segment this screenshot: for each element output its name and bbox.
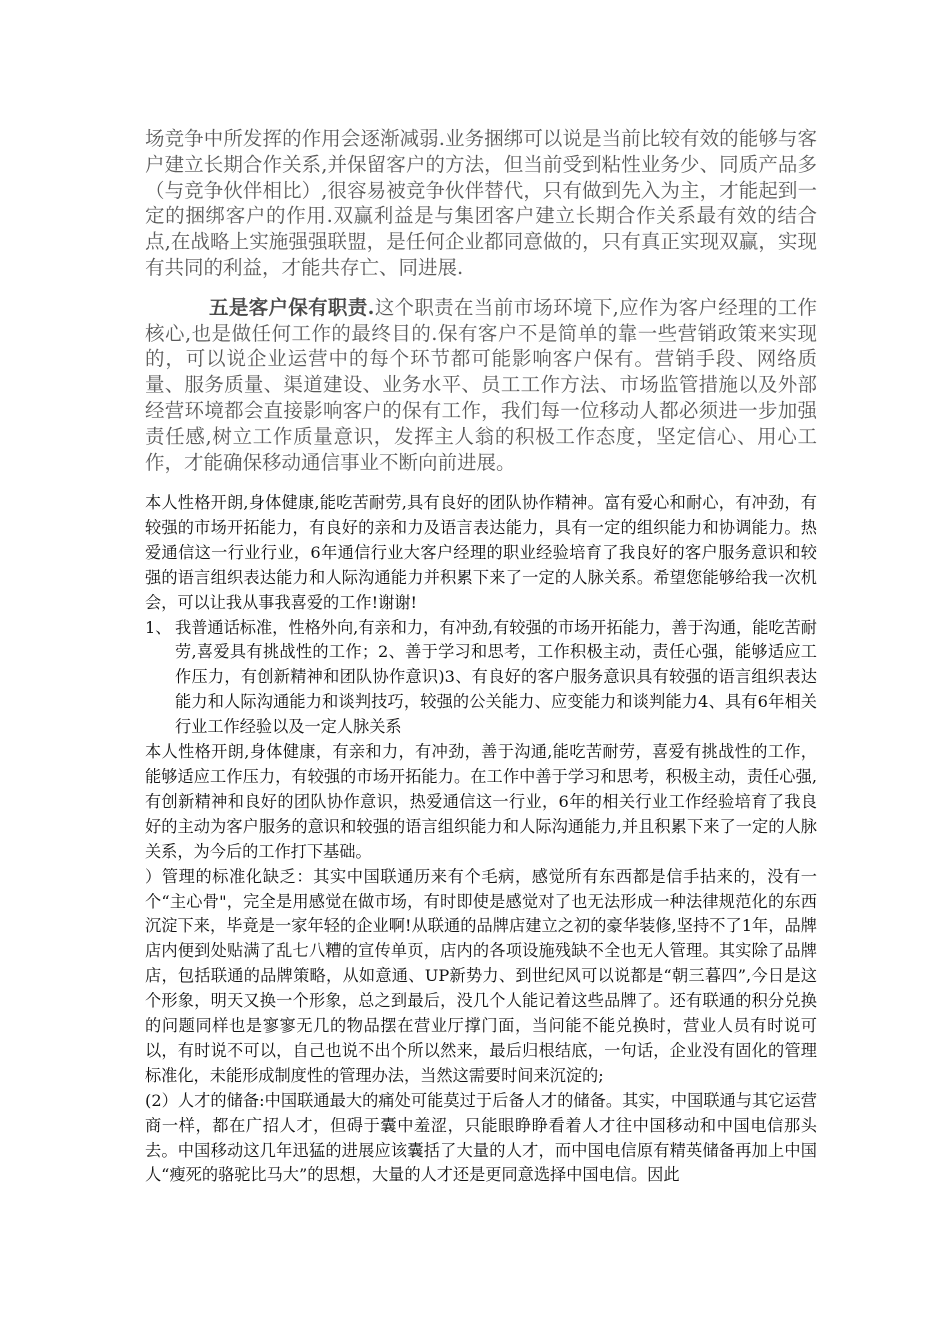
lower-text-section (145, 491, 817, 1188)
paragraph-management: ）管理的标准化缺乏：其实中国联通历来有个毛病，感觉所有东西都是信手拈来的，没有一个“主心骨"，完全是用感觉在做市场，有时即使是感觉对了也无法形成一种法律规范化的东西沉淀下来，毕竟是一家年轻的企业啊!从联通的品牌店建立之初的豪华装修,坚持不了1年，品牌店内便到处贴满了乱七八糟的宣传单页，店内的各项设施残缺不全也无人管理。其实除了品牌店，包括联通的品牌策略，从如意通、UP新势力、到世纪风可以说都是“朝三暮四”,今日是这个形象，明天又换一个形象，总之到最后，没几个人能记着这些品牌了。还有联通的积分兑换的问题同样也是寥寥无几的物品摆在营业厅撑门面，当问能不能兑换时，营业人员有时说可以，有时说不可以，自己也说不出个所以然来，最后归根结底，一句话，企业没有固化的管理标准化，未能形成制度性的管理办法，当然这需要时间来沉淀的; (145, 866, 817, 1085)
paragraph-heading: 五是客户保有职责. (209, 295, 375, 319)
numbered-list-item (145, 616, 817, 741)
paragraph-self-intro-2: 本人性格开朗,身体健康，有亲和力，有冲劲，善于沟通,能吃苦耐劳，喜爱有挑战性的工作，能够适应工作压力，有较强的市场开拓能力。在工作中善于学习和思考，积极主动，责任心强,有创新精神和良好的团队协作意识，热爱通信这一行业，6年的相关行业工作经验培育了我良好的主动为客户服务的意识和较强的语言组织能力和人际沟通能力,并且积累下来了一定的人脉关系，为今后的工作打下基础。 (145, 742, 817, 861)
list-text: 我普通话标准，性格外向,有亲和力，有冲劲,有较强的市场开拓能力，善于沟通，能吃苦耐劳,喜爱具有挑战性的工作；2、善于学习和思考，工作积极主动，责任心强，能够适应工作压力，有创新精神和团队协作意识)3、有良好的客户服务意识具有较强的语言组织表达能力和人际沟通能力和谈判技巧，较强的公关能力、应变能力和谈判能力4、具有6年相关行业工作经验以及一定人脉关系 (175, 617, 817, 737)
list-number: 1、 (145, 617, 172, 637)
upper-text-section (145, 126, 817, 475)
paragraph-self-intro-1: 本人性格开朗,身体健康,能吃苦耐劳,具有良好的团队协作精神。富有爱心和耐心，有冲劲，有较强的市场开拓能力，有良好的亲和力及语言表达能力，具有一定的组织能力和协调能力。热爱通信这一行业行业，6年通信行业大客户经理的职业经验培育了我良好的客户服务意识和较强的语言组织表达能力和人际沟通能力并积累下来了一定的人脉关系。希望您能够给我一次机会，可以让我从事我喜爱的工作!谢谢! (145, 493, 817, 612)
paragraph-body: 这个职责在当前市场环境下,应作为客户经理的工作核心,也是做任何工作的最终目的.保有客户不是简单的靠一些营销政策来实现的，可以说企业运营中的每个环节都可能影响客户保有。营销手段、网络质量、服务质量、渠道建设、业务水平、员工工作方法、市场监管措施以及外部经营环境都会直接影响客户的保有工作，我们每一位移动人都必须进一步加强责任感,树立工作质量意识，发挥主人翁的积极工作态度，坚定信心、用心工作，才能确保移动通信事业不断向前进展。 (145, 295, 817, 474)
paragraph-bundling: 场竞争中所发挥的作用会逐渐减弱.业务捆绑可以说是当前比较有效的能够与客户建立长期合作关系,并保留客户的方法，但当前受到粘性业务少、同质产品多（与竞争伙伴相比）,很容易被竞争伙伴替代，只有做到先入为主，才能起到一定的捆绑客户的作用.双赢利益是与集团客户建立长期合作关系最有效的结合点,在战略上实施强强联盟，是任何企业都同意做的，只有真正实现双赢，实现有共同的利益，才能共存亡、同进展. (145, 127, 817, 279)
paragraph-talent: (2）人才的储备:中国联通最大的痛处可能莫过于后备人才的储备。其实，中国联通与其它运营商一样，都在广招人才，但碍于囊中羞涩，只能眼睁睁看着人才往中国移动和中国电信那头去。中国移动这几年迅猛的进展应该囊括了大量的人才，而中国电信原有精英储备再加上中国人“瘦死的骆驼比马大”的思想，大量的人才还是更同意选择中国电信。因此 (145, 1090, 817, 1185)
paragraph-customer-retention (145, 295, 817, 476)
